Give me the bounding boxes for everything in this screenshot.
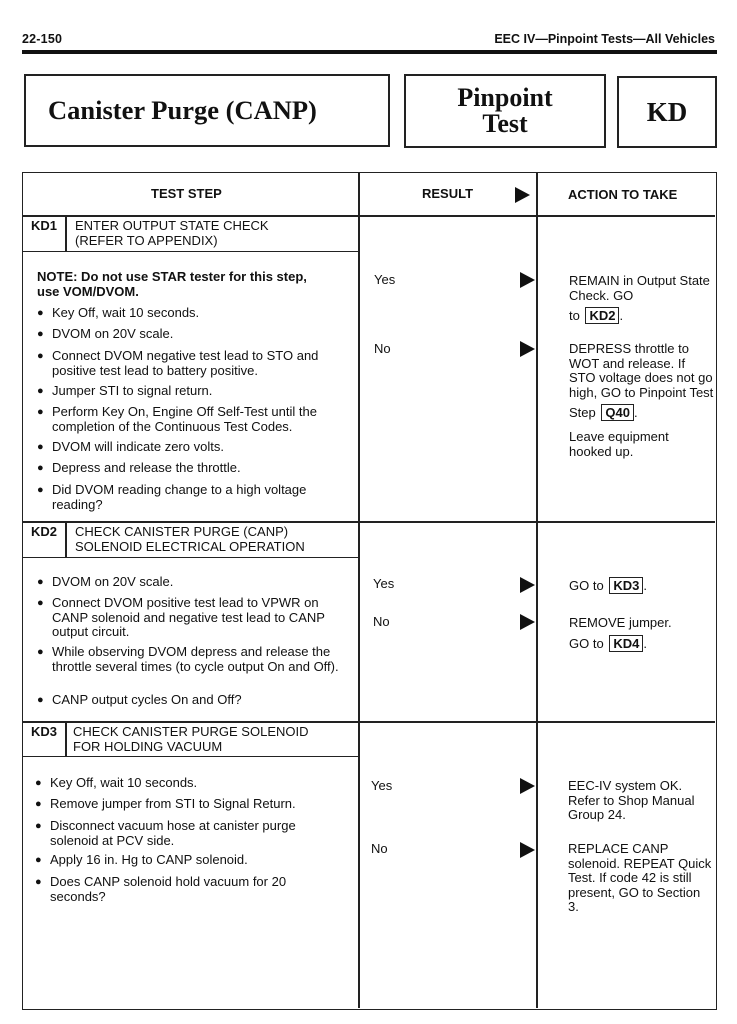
result-yes: Yes [371,778,393,793]
column-divider-1 [358,173,360,1008]
column-divider-2 [536,173,538,1008]
goto-label: GO to [569,635,604,651]
list-item: ● DVOM on 20V scale. [37,327,352,342]
list-item: ● Did DVOM reading change to a high voltage reading? [37,483,352,512]
arrow-icon [520,341,535,357]
action-no-kd3: REPLACE CANP solenoid. REPEAT Quick Test. If code 42 is still present, GO to Section 3. [568,841,712,914]
action-no-kd2 [569,616,711,652]
step-ref-kd2[interactable]: KD2 [585,307,619,324]
list-item: ● Key Off, wait 10 seconds. [37,306,352,321]
step-title-kd3 [73,724,309,754]
step-id-kd3: KD3 [31,724,58,739]
result-no: No [374,341,391,356]
step-title-kd2 [75,524,305,554]
action-yes-kd2: GO to KD3 . [569,578,647,593]
list-item: ● Jumper STI to signal return. [37,384,352,399]
step-title-line: ENTER OUTPUT STATE CHECK [75,218,269,233]
list-item: ● Key Off, wait 10 seconds. [35,776,350,791]
test-code: KD [646,96,688,127]
pinpoint-test-box [404,74,606,148]
result-yes: Yes [374,272,396,287]
step-title-line: CHECK CANISTER PURGE SOLENOID [73,724,309,739]
action-text: REMOVE jumper. [569,615,672,630]
step-title-line: SOLENOID ELECTRICAL OPERATION [75,539,305,554]
result-no: No [371,841,388,856]
action-goto: Step Q40 . [569,405,638,420]
list-item: ● DVOM will indicate zero volts. [37,440,352,455]
step-note-kd1 [37,270,347,299]
arrow-icon [515,187,530,203]
arrow-icon [520,614,535,630]
step-id-kd1: KD1 [31,218,58,233]
goto-label: GO to [569,578,604,593]
goto-label: to [569,308,580,323]
step-title-line: FOR HOLDING VACUUM [73,739,223,754]
column-header-test-step: TEST STEP [151,186,222,201]
test-title-box [24,74,390,147]
list-item: ● CANP output cycles On and Off? [37,693,352,708]
test-code-box [617,76,717,148]
pinpoint-label-line2: Test [482,109,528,138]
note-line: use VOM/DVOM. [37,283,139,299]
test-title: Canister Purge (CANP) [48,95,317,125]
column-header-result: RESULT [422,186,474,201]
pinpoint-table [22,172,717,1010]
result-no: No [373,614,390,629]
step-title-line: CHECK CANISTER PURGE (CANP) [75,524,289,539]
step-title-line: (REFER TO APPENDIX) [75,233,218,248]
action-yes-kd3: EEC-IV system OK. Refer to Shop Manual Group 24. [568,778,695,822]
step-ref-q40[interactable]: Q40 [601,404,634,421]
result-yes: Yes [373,576,395,591]
list-item: ● Connect DVOM negative test lead to STO and positive test lead to battery positive. [37,349,352,378]
list-item: ● Remove jumper from STI to Signal Return. [35,797,350,812]
list-item: ● Perform Key On, Engine Off Self-Test until the completion of the Continuous Test Codes. [37,405,352,434]
list-item: ● Disconnect vacuum hose at canister purge solenoid at PCV side. [35,819,340,848]
action-text: REMAIN in Output State Check. GO [569,273,710,303]
list-item: ● Does CANP solenoid hold vacuum for 20 seconds? [35,875,340,904]
step-title-divider [65,215,67,252]
action-yes-kd1 [569,274,711,324]
action-text: DEPRESS throttle to WOT and release. If STO voltage does not go high, GO to Pinpoint Test [569,341,714,400]
action-text: Leave equipment hooked up. [569,429,669,459]
arrow-icon [520,778,535,794]
step-title-divider [65,521,67,558]
step-title-divider [65,721,67,757]
column-header-action: ACTION TO TAKE [568,187,678,202]
step-id-kd2: KD2 [31,524,58,539]
action-goto: to KD2 . [569,308,624,323]
step-ref-kd3[interactable]: KD3 [609,577,643,594]
step-ref-kd4[interactable]: KD4 [609,635,643,652]
list-item: ● While observing DVOM depress and release the throttle several times (to cycle output On and Off). [37,645,358,674]
header-rule [22,50,717,54]
section-title: EEC IV—Pinpoint Tests—All Vehicles [494,32,715,46]
list-item: ● Apply 16 in. Hg to CANP solenoid. [35,853,350,868]
arrow-icon [520,272,535,288]
step-title-kd1 [75,218,269,248]
note-line: NOTE: Do not use STAR tester for this step, [37,269,307,284]
list-item: ● DVOM on 20V scale. [37,575,352,590]
pinpoint-label-line1: Pinpoint [457,83,553,112]
page-number: 22-150 [22,32,63,46]
action-no-kd1 [569,342,714,459]
goto-label: Step [569,405,596,420]
list-item: ● Depress and release the throttle. [37,461,352,476]
list-item: ● Connect DVOM positive test lead to VPWR on CANP solenoid and negative test lead to CANP output circuit. [37,596,358,640]
action-goto: GO to KD4 . [569,635,647,651]
arrow-icon [520,842,535,858]
arrow-icon [520,577,535,593]
